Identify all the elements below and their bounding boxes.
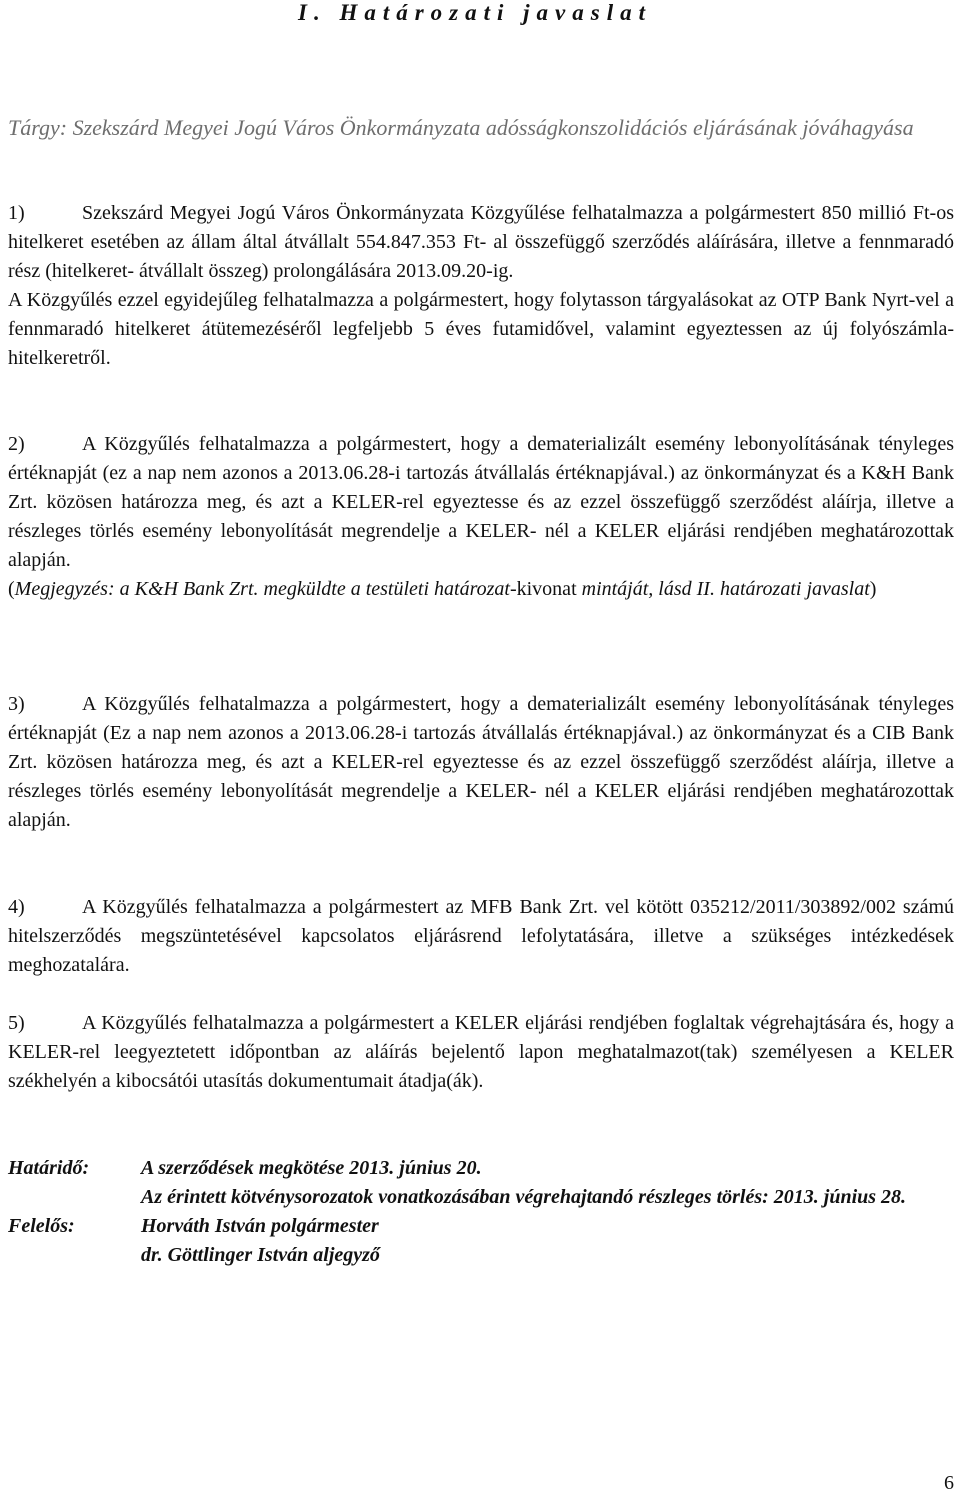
deadline-line-1: A szerződések megkötése 2013. június 20. — [141, 1157, 482, 1179]
item-2-text: A Közgyűlés felhatalmazza a polgármestert, hogy a dematerializált esemény lebonyolításának tényleges értéknapját (ez a nap nem azonos a 2013.06.28-i tartozás átvállalás értéknapjával.) az önkormányzat és a K&H Bank Zrt. közösen határozza meg, és azt a KELER-rel egyeztesse és az ezzel összefüggő szerződést aláírja, illetve a részleges törlés esemény lebonyolítását megrendelje a KELER- nél a KELER eljárási rendjében meghatározottak alapján. — [8, 433, 954, 571]
deadline-values — [141, 1154, 954, 1212]
resolution-item-4 — [8, 893, 954, 980]
item-1-number: 1) — [8, 202, 25, 224]
note-plain: -kivonat — [509, 578, 582, 600]
item-1-text: Szekszárd Megyei Jogú Város Önkormányzata Közgyűlése felhatalmazza a polgármestert 850 millió Ft-os hitelkeret esetében az állam által átvállalt 554.847.353 Ft- al összefüggő szerződés aláírására, illetve a fennmaradó rész (hitelkeret- átvállalt összeg) prolongálására 2013.09.20-ig. — [8, 202, 954, 282]
item-4-number: 4) — [8, 896, 25, 918]
responsible-values — [141, 1212, 954, 1270]
resolution-item-2 — [8, 430, 954, 604]
responsible-person-2: dr. Göttlinger István aljegyző — [141, 1244, 380, 1266]
subject-line: Tárgy: Szekszárd Megyei Jogú Város Önkormányzata adósságkonszolidációs eljárásának jóváhagyása — [8, 115, 914, 140]
resolution-item-3 — [8, 690, 954, 835]
deadline-section — [8, 1154, 954, 1270]
item-4-text: A Közgyűlés felhatalmazza a polgármestert az MFB Bank Zrt. vel kötött 035212/2011/303892/002 számú hitelszerződés megszüntetésével kapcsolatos eljárásrend lefolytatására, illetve a szükséges intézkedések meghozatalára. — [8, 896, 954, 976]
item-1-paragraph — [8, 199, 954, 286]
item-3-paragraph — [8, 690, 954, 835]
page-number: 6 — [944, 1472, 954, 1494]
item-2-paragraph — [8, 430, 954, 575]
deadline-label: Határidő: — [8, 1157, 90, 1179]
item-2-note: (Megjegyzés: a K&H Bank Zrt. megküldte a testületi határozat-kivonat mintáját, lásd II. határozati javaslat) — [8, 578, 877, 600]
item-5-paragraph — [8, 1009, 954, 1096]
deadline-row — [8, 1154, 954, 1212]
responsible-person-1: Horváth István polgármester — [141, 1215, 379, 1237]
deadline-line-2: Az érintett kötvénysorozatok vonatkozásában végrehajtandó részleges törlés: 2013. június 28. — [141, 1186, 907, 1208]
note-italic-a: Megjegyzés: a K&H Bank Zrt. megküldte a testületi határozat — [14, 578, 510, 600]
item-3-text: A Közgyűlés felhatalmazza a polgármestert, hogy a dematerializált esemény lebonyolításának tényleges értéknapját (Ez a nap nem azonos a 2013.06.28-i tartozás átvállalás értéknapjával.) az önkormányzat és a CIB Bank Zrt. közösen határozza meg, és azt a KELER-rel egyeztesse és az ezzel összefüggő szerződést aláírja, illetve a részleges törlés esemény lebonyolítását megrendelje a KELER- nél a KELER eljárási rendjében meghatározottak alapján. — [8, 693, 954, 831]
item-2-number: 2) — [8, 433, 25, 455]
item-3-number: 3) — [8, 693, 25, 715]
note-italic-c: mintáját, lásd II. határozati javaslat — [581, 578, 870, 600]
responsible-label: Felelős: — [8, 1215, 75, 1237]
item-4-paragraph — [8, 893, 954, 980]
page-heading: I. Határozati javaslat — [298, 0, 652, 25]
responsible-row — [8, 1212, 954, 1270]
resolution-item-1 — [8, 199, 954, 373]
item-5-number: 5) — [8, 1012, 25, 1034]
item-5-text: A Közgyűlés felhatalmazza a polgármestert a KELER eljárási rendjében foglaltak végrehajtására és, hogy a KELER-rel leegyeztetett időpontban az aláírás bejelentő lapon meghatalmazot(tak) személyesen a KELER székhelyén a kibocsátói utasítás dokumentumait átadja(ák). — [8, 1012, 954, 1092]
resolution-item-5 — [8, 1009, 954, 1096]
item-1-paragraph-2: A Közgyűlés ezzel egyidejűleg felhatalmazza a polgármestert, hogy folytasson tárgyalásokat az OTP Bank Nyrt-vel a fennmaradó hitelkeret átütemezéséről legfeljebb 5 éves futamidővel, valamint egyeztessen az új folyószámla-hitelkeretről. — [8, 289, 954, 369]
